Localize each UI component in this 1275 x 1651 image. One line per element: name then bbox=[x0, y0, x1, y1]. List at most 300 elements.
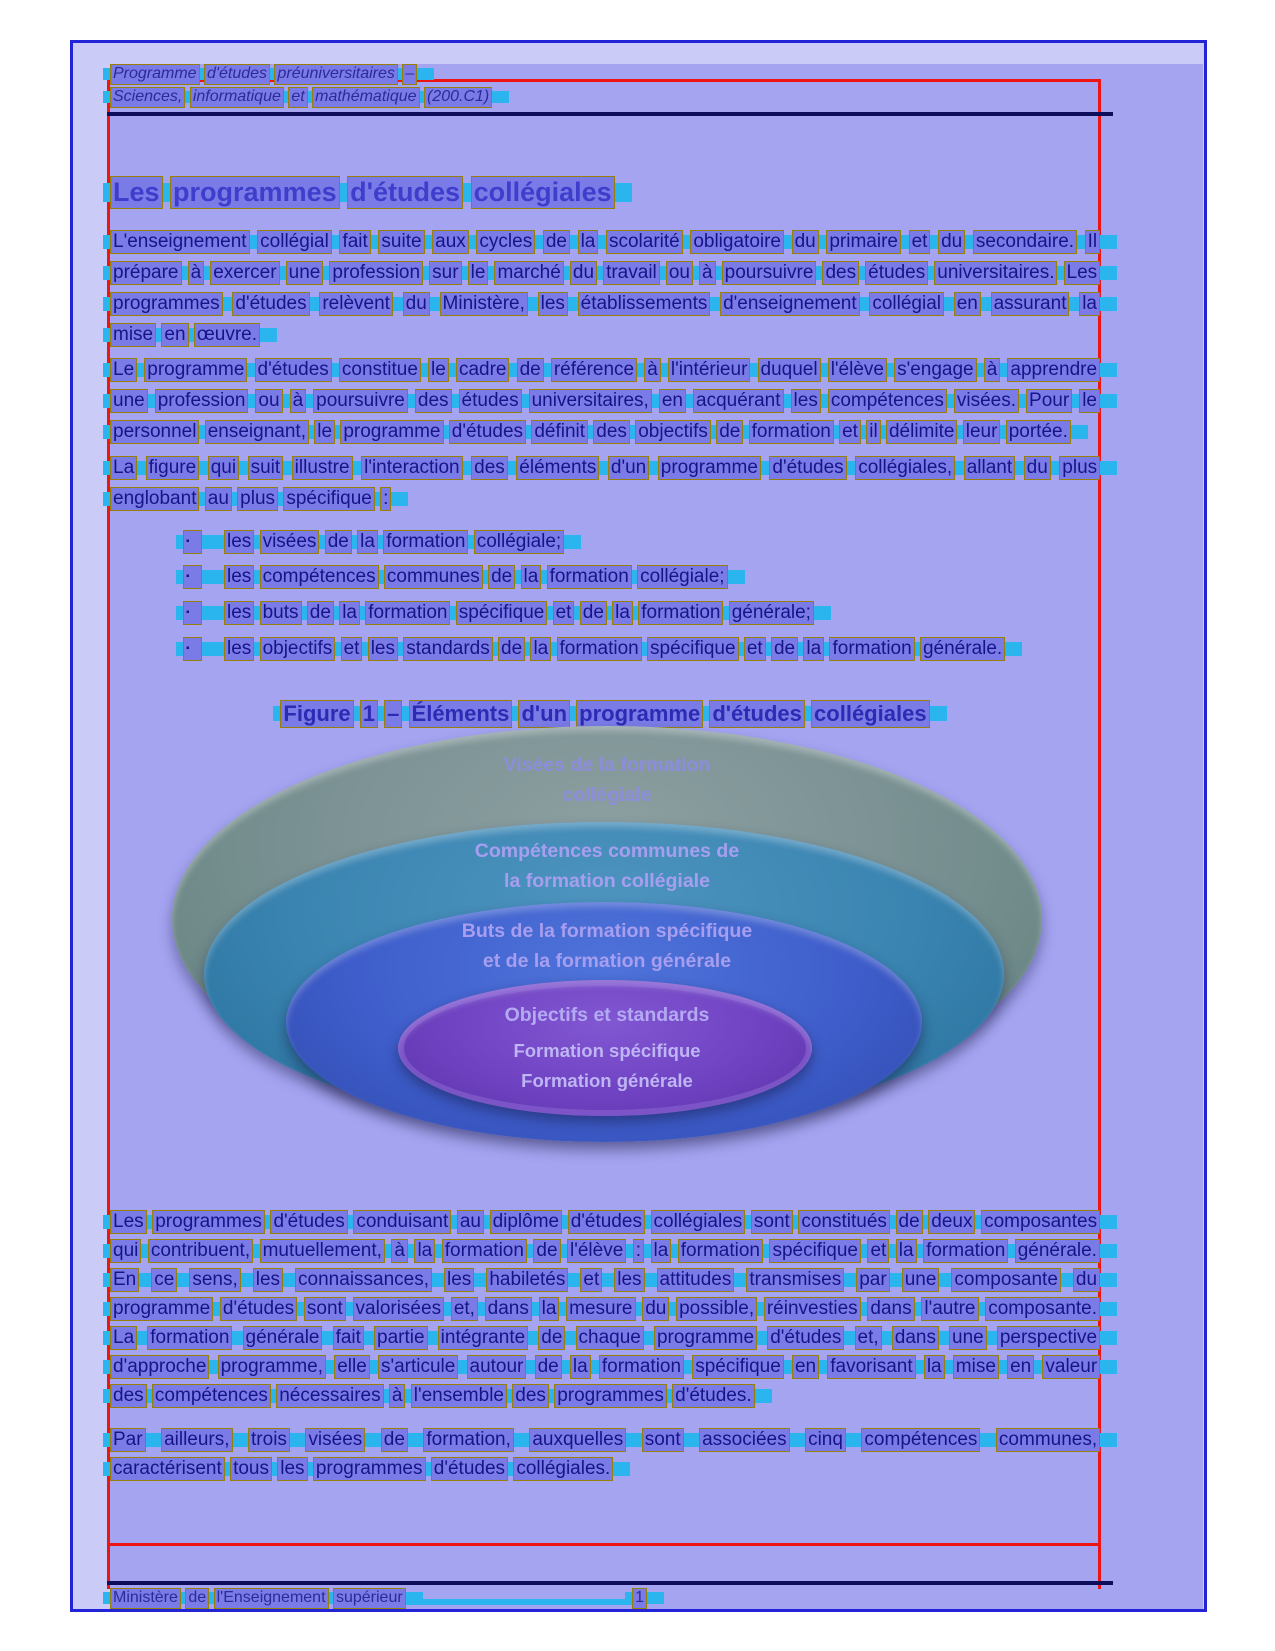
footer-text bbox=[110, 1588, 406, 1609]
word: de bbox=[896, 1210, 923, 1234]
word: éléments bbox=[516, 456, 599, 480]
word: de bbox=[307, 601, 334, 625]
word: les bbox=[224, 601, 254, 625]
word: les bbox=[368, 637, 398, 661]
word: marché bbox=[494, 261, 563, 285]
word: deux bbox=[928, 1210, 975, 1234]
word: d'un bbox=[608, 456, 649, 480]
word: composante bbox=[951, 1268, 1061, 1292]
word: formation bbox=[638, 601, 723, 625]
list-item-text bbox=[224, 638, 1005, 663]
word: fait bbox=[333, 1326, 364, 1350]
word: l'élève bbox=[828, 358, 887, 382]
word: une bbox=[110, 389, 148, 413]
word: la bbox=[357, 530, 378, 554]
word: plus bbox=[237, 487, 278, 511]
word: leur bbox=[963, 420, 1001, 444]
word: dans bbox=[485, 1297, 532, 1321]
word: sont bbox=[304, 1297, 346, 1321]
bullet-icon: ▪ bbox=[183, 601, 202, 625]
word: spécifique bbox=[692, 1355, 784, 1379]
word: collégiales, bbox=[855, 456, 955, 480]
paragraph-3 bbox=[110, 456, 1100, 518]
word: générale. bbox=[920, 637, 1005, 661]
word: programme bbox=[658, 456, 761, 480]
word: et bbox=[553, 601, 575, 625]
word: des bbox=[822, 261, 859, 285]
word: générale bbox=[243, 1326, 323, 1350]
word: de bbox=[185, 1588, 209, 1609]
word: apprendre bbox=[1007, 358, 1100, 382]
ring-objectifs-label: Objectifs et standards bbox=[504, 1004, 710, 1026]
word: par bbox=[856, 1268, 889, 1292]
word: mutuellement, bbox=[260, 1239, 385, 1263]
word: définit bbox=[531, 420, 588, 444]
word: collégiales bbox=[811, 700, 930, 728]
word: visées bbox=[260, 530, 320, 554]
word: travail bbox=[603, 261, 660, 285]
word: – bbox=[402, 64, 417, 85]
word: formation bbox=[749, 420, 834, 444]
word: et, bbox=[855, 1326, 882, 1350]
word: exercer bbox=[210, 261, 279, 285]
word: d'études bbox=[449, 420, 526, 444]
list-item bbox=[183, 637, 1083, 668]
word: une bbox=[286, 261, 324, 285]
list-item bbox=[183, 530, 1083, 561]
word: habiletés bbox=[486, 1268, 568, 1292]
paragraph-2 bbox=[110, 358, 1100, 451]
word: mise bbox=[953, 1355, 999, 1379]
word: figure bbox=[146, 456, 200, 480]
word: intégrante bbox=[438, 1326, 529, 1350]
word: des bbox=[512, 1384, 549, 1408]
list-item bbox=[183, 601, 1083, 632]
word: et bbox=[909, 230, 931, 254]
word: spécifique bbox=[769, 1239, 861, 1263]
word: prépare bbox=[110, 261, 182, 285]
word: ou bbox=[666, 261, 693, 285]
word: suit bbox=[248, 456, 284, 480]
word: la bbox=[651, 1239, 672, 1263]
figure-caption bbox=[110, 700, 1100, 728]
word: de bbox=[498, 637, 525, 661]
word: la bbox=[612, 601, 633, 625]
word: des bbox=[415, 389, 452, 413]
word: elle bbox=[334, 1355, 370, 1379]
word: les bbox=[224, 565, 254, 589]
word: programmes bbox=[152, 1210, 265, 1234]
word: la bbox=[521, 565, 542, 589]
word: à bbox=[389, 1384, 406, 1408]
word: l'interaction bbox=[361, 456, 463, 480]
word: une bbox=[949, 1326, 987, 1350]
page-title bbox=[110, 176, 1100, 209]
word: en bbox=[954, 292, 981, 316]
word: l'Enseignement bbox=[214, 1588, 329, 1609]
word: des bbox=[593, 420, 630, 444]
word: Sciences, bbox=[110, 87, 185, 108]
word: La bbox=[110, 456, 137, 480]
word: collégial bbox=[869, 292, 944, 316]
word: valorisées bbox=[353, 1297, 445, 1321]
word: référence bbox=[551, 358, 637, 382]
word: objectifs bbox=[260, 637, 336, 661]
word: spécifique bbox=[647, 637, 739, 661]
word: 1 bbox=[360, 700, 378, 728]
word: en bbox=[659, 389, 686, 413]
bullet-icon: ▪ bbox=[183, 565, 202, 589]
ring-objectifs-sub1: Formation spécifique bbox=[513, 1040, 701, 1061]
word: la bbox=[803, 637, 824, 661]
word: informatique bbox=[190, 87, 284, 108]
word: personnel bbox=[110, 420, 199, 444]
word: primaire bbox=[826, 230, 901, 254]
word: d'études bbox=[204, 64, 270, 85]
word: connaissances, bbox=[295, 1268, 432, 1292]
word: les bbox=[444, 1268, 474, 1292]
word: formation bbox=[442, 1239, 527, 1263]
word: caractérisent bbox=[110, 1457, 225, 1481]
paragraph-4 bbox=[110, 1210, 1100, 1413]
word: de bbox=[381, 1428, 408, 1452]
word: dans bbox=[867, 1297, 914, 1321]
word: l'ensemble bbox=[411, 1384, 507, 1408]
word: les bbox=[614, 1268, 644, 1292]
list-item-text bbox=[224, 531, 564, 556]
word: duquel bbox=[758, 358, 821, 382]
page-footer bbox=[110, 1588, 647, 1609]
word: enseignant, bbox=[205, 420, 309, 444]
word: formation bbox=[599, 1355, 684, 1379]
word: la bbox=[414, 1239, 435, 1263]
word: préuniversitaires bbox=[274, 64, 397, 85]
word: constitués bbox=[798, 1210, 890, 1234]
word: et bbox=[288, 87, 307, 108]
word: universitaires, bbox=[529, 389, 652, 413]
word: auxquelles bbox=[529, 1428, 626, 1452]
word: les bbox=[791, 389, 821, 413]
word: collégiales bbox=[651, 1210, 746, 1234]
word: programmes bbox=[554, 1384, 667, 1408]
word: les bbox=[224, 637, 254, 661]
word: Par bbox=[110, 1428, 146, 1452]
word: le bbox=[468, 261, 489, 285]
word: Pour bbox=[1026, 389, 1072, 413]
word: et bbox=[580, 1268, 602, 1292]
word: du bbox=[642, 1297, 669, 1321]
word: générale; bbox=[729, 601, 814, 625]
word: la bbox=[339, 601, 360, 625]
word: du bbox=[792, 230, 819, 254]
paragraph-5 bbox=[110, 1428, 1100, 1486]
word: du bbox=[938, 230, 965, 254]
word: En bbox=[110, 1268, 139, 1292]
word: valeur bbox=[1042, 1355, 1100, 1379]
word: favorisant bbox=[827, 1355, 915, 1379]
word: programme bbox=[340, 420, 443, 444]
word: Les bbox=[110, 176, 163, 209]
word: poursuivre bbox=[722, 261, 817, 285]
word: délimite bbox=[886, 420, 957, 444]
word: sur bbox=[429, 261, 461, 285]
word: tous bbox=[230, 1457, 272, 1481]
word: il bbox=[866, 420, 880, 444]
word: d'études bbox=[270, 1210, 347, 1234]
word: la bbox=[530, 637, 551, 661]
word: programme bbox=[144, 358, 247, 382]
word: profession bbox=[329, 261, 423, 285]
word: de bbox=[580, 601, 607, 625]
word: suite bbox=[378, 230, 424, 254]
header-line-2 bbox=[110, 87, 810, 109]
word: études bbox=[865, 261, 928, 285]
word: dans bbox=[892, 1326, 939, 1350]
word: profession bbox=[155, 389, 249, 413]
ring-buts-label: Buts de la formation spécifique et de la formation générale bbox=[461, 920, 753, 972]
word: et bbox=[839, 420, 861, 444]
word: à bbox=[188, 261, 205, 285]
word: contribuent, bbox=[148, 1239, 253, 1263]
word: programmes bbox=[313, 1457, 426, 1481]
word: mise bbox=[110, 323, 156, 347]
word: à bbox=[391, 1239, 408, 1263]
word: spécifique bbox=[456, 601, 548, 625]
word: les bbox=[224, 530, 254, 554]
word: d'études bbox=[709, 700, 805, 728]
word: la bbox=[1079, 292, 1100, 316]
word: visées bbox=[305, 1428, 365, 1452]
word: et bbox=[744, 637, 766, 661]
word: composantes bbox=[981, 1210, 1100, 1234]
word: constitue bbox=[339, 358, 421, 382]
word: programme, bbox=[218, 1355, 326, 1379]
word: standards bbox=[403, 637, 492, 661]
word: ou bbox=[255, 389, 282, 413]
word: allant bbox=[964, 456, 1015, 480]
word: : bbox=[380, 487, 391, 511]
word: communes, bbox=[996, 1428, 1100, 1452]
word: d'études bbox=[220, 1297, 297, 1321]
word: possible, bbox=[676, 1297, 757, 1321]
word: s'articule bbox=[378, 1355, 458, 1379]
word: formation bbox=[923, 1239, 1008, 1263]
word: réinvesties bbox=[764, 1297, 861, 1321]
word: cadre bbox=[456, 358, 510, 382]
word: à bbox=[699, 261, 716, 285]
word: les bbox=[253, 1268, 283, 1292]
word: : bbox=[633, 1239, 644, 1263]
word: une bbox=[902, 1268, 940, 1292]
word: sont bbox=[751, 1210, 793, 1234]
word: de bbox=[488, 565, 515, 589]
word: trois bbox=[248, 1428, 290, 1452]
word: supérieur bbox=[333, 1588, 406, 1609]
word: formation bbox=[383, 530, 468, 554]
word: d'un bbox=[518, 700, 570, 728]
word: l'élève bbox=[567, 1239, 626, 1263]
word: la bbox=[570, 1355, 591, 1379]
word: – bbox=[384, 700, 402, 728]
word: et bbox=[341, 637, 363, 661]
word: formation bbox=[678, 1239, 763, 1263]
word: de bbox=[543, 230, 570, 254]
word: compétences bbox=[861, 1428, 980, 1452]
word: spécifique bbox=[283, 487, 375, 511]
word: d'études bbox=[568, 1210, 645, 1234]
word: études bbox=[459, 389, 522, 413]
word: attitudes bbox=[657, 1268, 735, 1292]
word: d'études bbox=[431, 1457, 508, 1481]
word: qui bbox=[110, 1239, 141, 1263]
word: d'études bbox=[767, 1326, 844, 1350]
selection-bar bbox=[406, 1599, 632, 1605]
word: collégiales. bbox=[513, 1457, 613, 1481]
word: composante. bbox=[985, 1297, 1100, 1321]
word: programme bbox=[654, 1326, 757, 1350]
word: en bbox=[161, 323, 188, 347]
word: le bbox=[1079, 389, 1100, 413]
word: la bbox=[896, 1239, 917, 1263]
word: des bbox=[471, 456, 508, 480]
word: de bbox=[716, 420, 743, 444]
word: formation bbox=[547, 565, 632, 589]
word: collégial bbox=[257, 230, 332, 254]
word: Il bbox=[1085, 230, 1101, 254]
word: et bbox=[867, 1239, 889, 1263]
word: mesure bbox=[566, 1297, 635, 1321]
word: Les bbox=[1064, 261, 1101, 285]
word: les bbox=[277, 1457, 307, 1481]
word: sens, bbox=[189, 1268, 240, 1292]
word: de bbox=[771, 637, 798, 661]
word: cycles bbox=[476, 230, 535, 254]
word: qui bbox=[208, 456, 239, 480]
word: aux bbox=[432, 230, 469, 254]
word: établissements bbox=[578, 292, 711, 316]
word: de bbox=[538, 1326, 565, 1350]
word: partie bbox=[374, 1326, 428, 1350]
word: d'approche bbox=[110, 1355, 209, 1379]
word: de bbox=[535, 1355, 562, 1379]
word: acquérant bbox=[693, 389, 784, 413]
word: conduisant bbox=[353, 1210, 451, 1234]
word: et, bbox=[451, 1297, 478, 1321]
word: buts bbox=[260, 601, 302, 625]
word: du bbox=[1073, 1268, 1100, 1292]
word: des bbox=[110, 1384, 147, 1408]
word: d'études bbox=[255, 358, 332, 382]
word: fait bbox=[339, 230, 370, 254]
word: programme bbox=[110, 1297, 213, 1321]
word: cinq bbox=[805, 1428, 846, 1452]
word: portée. bbox=[1006, 420, 1071, 444]
word: compétences bbox=[828, 389, 947, 413]
word: (200.C1) bbox=[424, 87, 492, 108]
word: les bbox=[538, 292, 568, 316]
word: chaque bbox=[576, 1326, 644, 1350]
word: ce bbox=[151, 1268, 177, 1292]
word: le bbox=[314, 420, 335, 444]
word: englobant bbox=[110, 487, 199, 511]
ring-visees-label: Visées de la formation collégiale bbox=[503, 754, 711, 806]
word: poursuivre bbox=[313, 389, 408, 413]
word: à bbox=[290, 389, 307, 413]
word: Figure bbox=[280, 700, 353, 728]
page-number: 1 bbox=[632, 1588, 647, 1609]
word: Ministère, bbox=[440, 292, 528, 316]
word: communes bbox=[384, 565, 483, 589]
word: du bbox=[1024, 456, 1051, 480]
word: universitaires. bbox=[934, 261, 1057, 285]
word: le bbox=[428, 358, 449, 382]
header-line-1 bbox=[110, 64, 810, 86]
word: du bbox=[403, 292, 430, 316]
word: illustre bbox=[292, 456, 353, 480]
paragraph-1 bbox=[110, 230, 1100, 354]
word: compétences bbox=[260, 565, 379, 589]
word: du bbox=[570, 261, 597, 285]
word: nécessaires bbox=[276, 1384, 383, 1408]
word: diplôme bbox=[490, 1210, 563, 1234]
word: à bbox=[984, 358, 1001, 382]
word: en bbox=[1007, 1355, 1034, 1379]
word: formation bbox=[147, 1326, 232, 1350]
word: Ministère bbox=[110, 1588, 181, 1609]
word: la bbox=[578, 230, 599, 254]
word: assurant bbox=[991, 292, 1070, 316]
word: au bbox=[205, 487, 232, 511]
word: formation bbox=[557, 637, 642, 661]
word: collégiale; bbox=[474, 530, 565, 554]
word: l'autre bbox=[921, 1297, 978, 1321]
word: programmes bbox=[110, 292, 223, 316]
ring-competences-label: Compétences communes de la formation collégiale bbox=[474, 840, 740, 892]
word: s'engage bbox=[894, 358, 977, 382]
word: au bbox=[457, 1210, 484, 1234]
list-item-text bbox=[224, 566, 728, 591]
word: d'études. bbox=[672, 1384, 755, 1408]
word: de bbox=[325, 530, 352, 554]
word: d'enseignement bbox=[720, 292, 860, 316]
list-item-text bbox=[224, 602, 814, 627]
word: œuvre. bbox=[194, 323, 260, 347]
word: associées bbox=[699, 1428, 790, 1452]
word: la bbox=[539, 1297, 560, 1321]
word: objectifs bbox=[635, 420, 711, 444]
word: de bbox=[533, 1239, 560, 1263]
bullet-icon: ▪ bbox=[183, 637, 202, 661]
word: La bbox=[110, 1326, 137, 1350]
word: de bbox=[517, 358, 544, 382]
word: plus bbox=[1059, 456, 1100, 480]
word: autour bbox=[467, 1355, 527, 1379]
bullet-icon: ▪ bbox=[183, 530, 202, 554]
ring-objectifs-sub2: Formation générale bbox=[521, 1070, 693, 1091]
list-item bbox=[183, 565, 1083, 596]
word: L'enseignement bbox=[110, 230, 250, 254]
word: scolarité bbox=[606, 230, 683, 254]
word: Le bbox=[110, 358, 137, 382]
word: formation bbox=[829, 637, 914, 661]
word: sont bbox=[642, 1428, 684, 1452]
word: la bbox=[924, 1355, 945, 1379]
word: programmes bbox=[170, 176, 340, 209]
word: programme bbox=[576, 700, 703, 728]
word: d'études bbox=[232, 292, 309, 316]
word: ailleurs, bbox=[161, 1428, 232, 1452]
word: d'études bbox=[769, 456, 846, 480]
